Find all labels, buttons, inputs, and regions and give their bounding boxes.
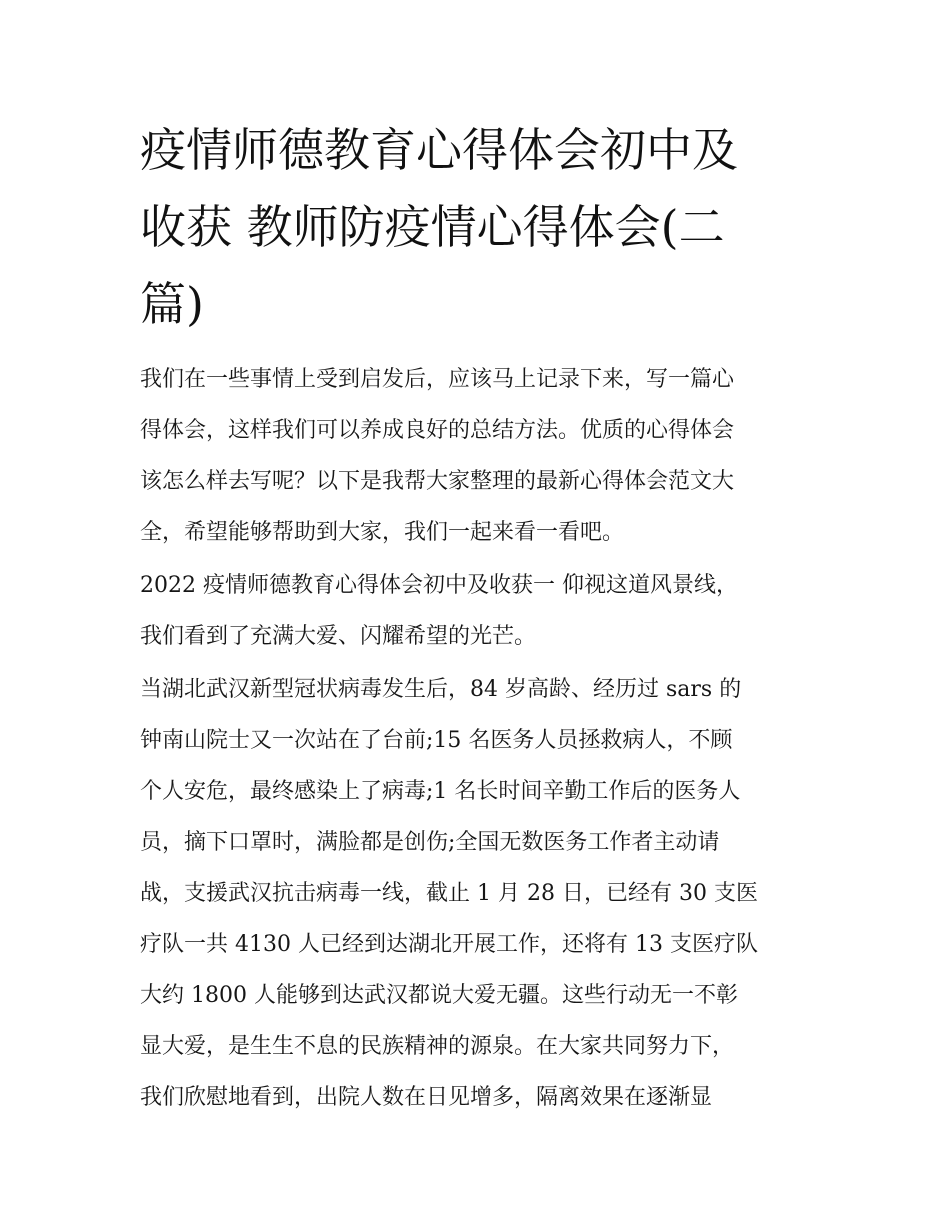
- title-line: 篇): [140, 277, 204, 331]
- text-line: 个人安危，最终感染上了病毒;1 名长时间辛勤工作后的医务人: [140, 779, 741, 804]
- text-line: 疗队一共 4130 人已经到达湖北开展工作，还将有 13 支医疗队: [140, 932, 758, 957]
- text-line: 我们看到了充满大爱、闪耀希望的光芒。: [140, 624, 537, 649]
- section-heading-paragraph: [140, 560, 830, 662]
- text-line: 显大爱，是生生不息的民族精神的源泉。在大家共同努力下，: [140, 1034, 735, 1059]
- text-line: 我们在一些事情上受到启发后，应该马上记录下来，写一篇心: [140, 367, 735, 392]
- intro-paragraph: [140, 354, 830, 558]
- body-paragraph: [140, 664, 830, 1123]
- text-line: 钟南山院士又一次站在了台前;15 名医务人员拯救病人，不顾: [140, 728, 733, 753]
- text-line: 战，支援武汉抗击病毒一线，截止 1 月 28 日，已经有 30 支医: [140, 881, 758, 906]
- text-line: 得体会，这样我们可以养成良好的总结方法。优质的心得体会: [140, 418, 735, 443]
- document-title: [140, 112, 820, 343]
- title-line: 收获 教师防疫情心得体会(二: [140, 200, 725, 254]
- document-body: [140, 354, 830, 1125]
- text-line: 该怎么样去写呢？以下是我帮大家整理的最新心得体会范文大: [140, 469, 735, 494]
- title-line: 疫情师德教育心得体会初中及: [140, 123, 738, 177]
- text-line: 我们欣慰地看到，出院人数在日见增多，隔离效果在逐渐显: [140, 1085, 713, 1110]
- text-line: 员，摘下口罩时，满脸都是创伤;全国无数医务工作者主动请: [140, 830, 720, 855]
- text-line: 全，希望能够帮助到大家，我们一起来看一看吧。: [140, 520, 625, 545]
- text-line: 当湖北武汉新型冠状病毒发生后，84 岁高龄、经历过 sars 的: [140, 677, 742, 702]
- text-line: 大约 1800 人能够到达武汉都说大爱无疆。这些行动无一不彰: [140, 983, 738, 1008]
- text-line: 2022 疫情师德教育心得体会初中及收获一 仰视这道风景线，: [140, 573, 738, 598]
